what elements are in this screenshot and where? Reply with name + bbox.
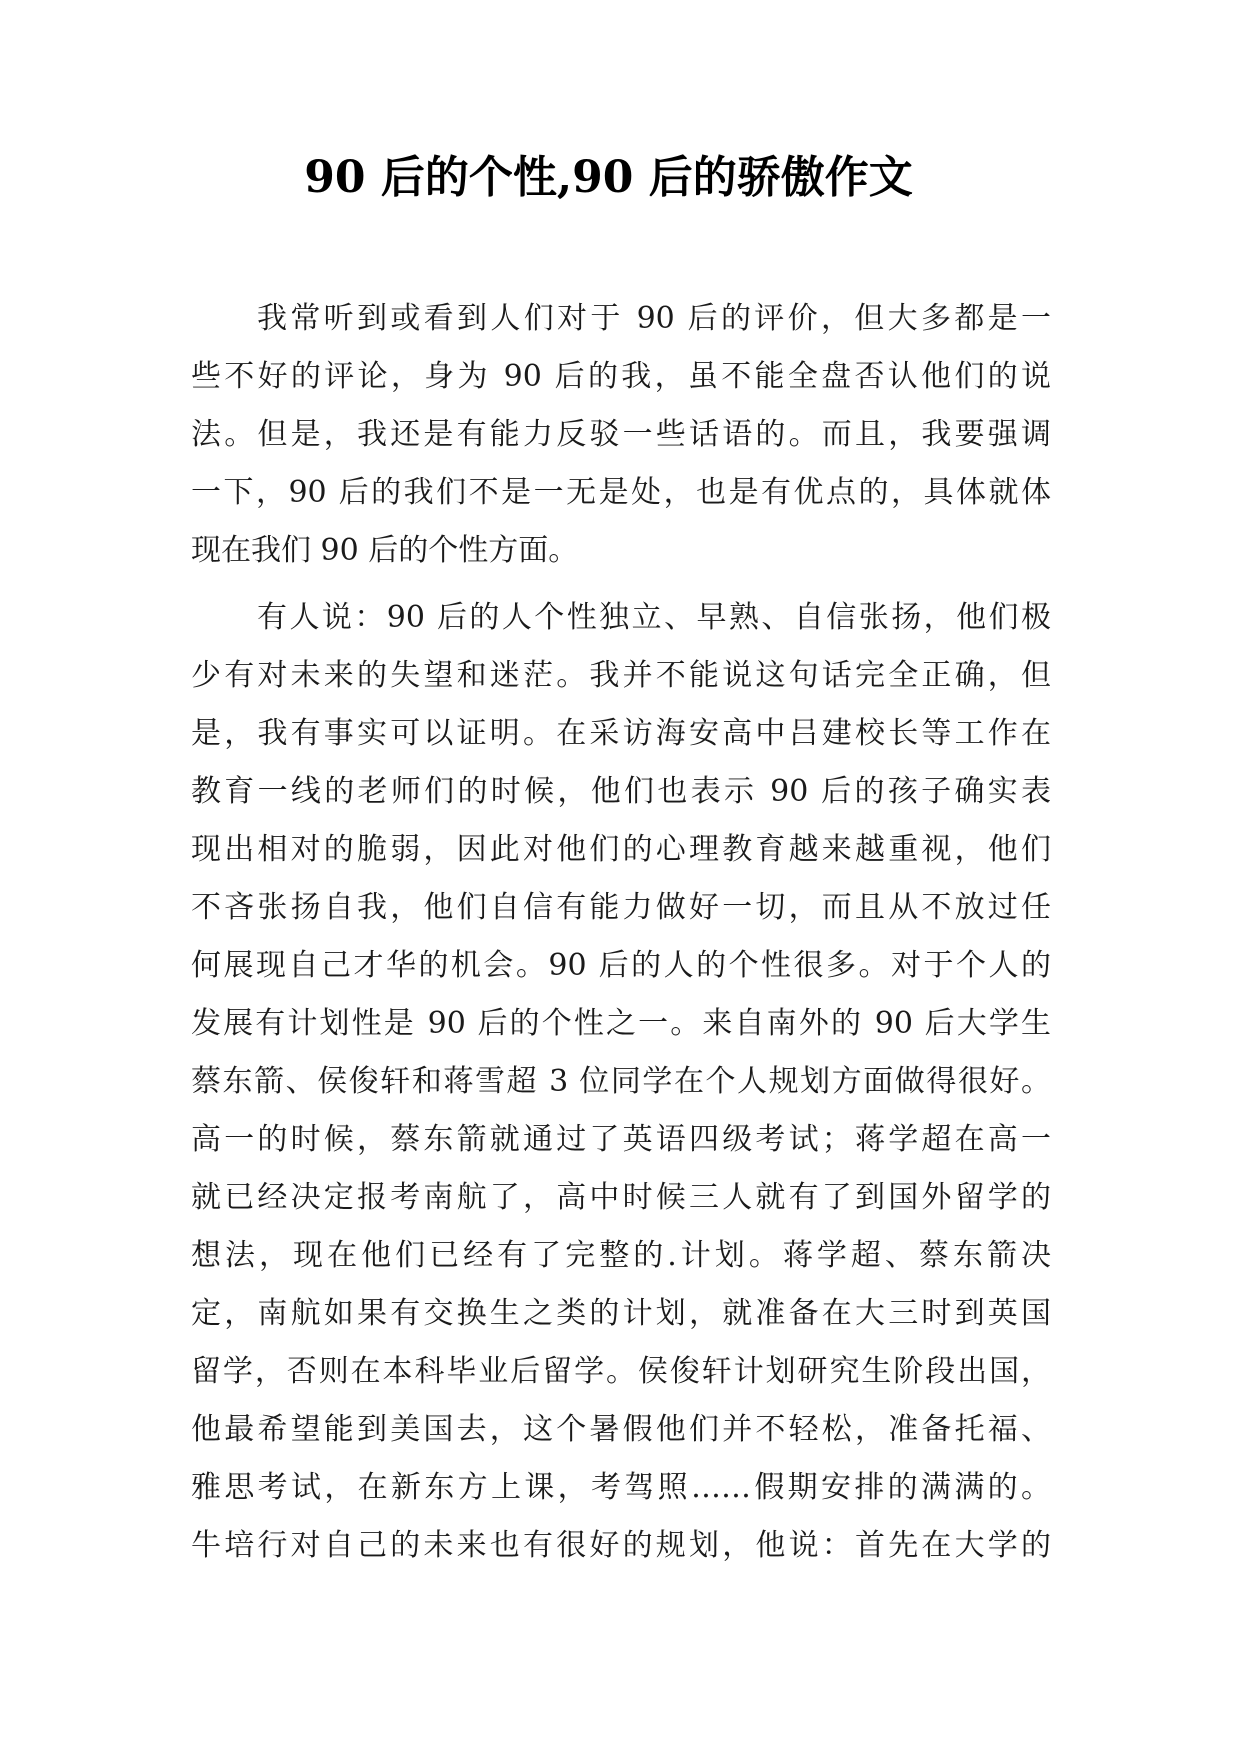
- paragraph-1-line: 一下，90 后的我们不是一无是处，也是有优点的，具体就体: [191, 475, 1051, 510]
- paragraph-2-line: 牛培行对自己的未来也有很好的规划，他说：首先在大学的: [191, 1528, 1051, 1563]
- paragraph-2-line: 何展现自己才华的机会。90 后的人的个性很多。对于个人的: [191, 948, 1051, 983]
- paragraph-2: [191, 589, 1051, 1575]
- paragraph-2-line: 定，南航如果有交换生之类的计划，就准备在大三时到英国: [191, 1296, 1051, 1331]
- paragraph-1-line: 法。但是，我还是有能力反驳一些话语的。而且，我要强调: [191, 417, 1051, 452]
- paragraph-2-line: 少有对未来的失望和迷茫。我并不能说这句话完全正确，但: [191, 658, 1051, 693]
- paragraph-2-line: 有人说：90 后的人个性独立、早熟、自信张扬，他们极: [257, 600, 1051, 635]
- paragraph-2-line: 发展有计划性是 90 后的个性之一。来自南外的 90 后大学生: [191, 1006, 1051, 1041]
- paragraph-2-line: 留学，否则在本科毕业后留学。侯俊轩计划研究生阶段出国，: [191, 1354, 1051, 1389]
- paragraph-2-line: 高一的时候，蔡东箭就通过了英语四级考试；蒋学超在高一: [191, 1122, 1051, 1157]
- paragraph-1-line: 我常听到或看到人们对于 90 后的评价，但大多都是一: [257, 301, 1051, 336]
- paragraph-2-line: 就已经决定报考南航了，高中时候三人就有了到国外留学的: [191, 1180, 1051, 1215]
- paragraph-2-line: 他最希望能到美国去，这个暑假他们并不轻松，准备托福、: [191, 1412, 1051, 1447]
- document-body: [191, 290, 1051, 1575]
- paragraph-2-line: 想法，现在他们已经有了完整的.计划。蒋学超、蔡东箭决: [191, 1238, 1051, 1273]
- paragraph-2-line: 不吝张扬自我，他们自信有能力做好一切，而且从不放过任: [191, 890, 1051, 925]
- paragraph-1-line: 些不好的评论，身为 90 后的我，虽不能全盘否认他们的说: [191, 359, 1051, 394]
- paragraph-2-line: 教育一线的老师们的时候，他们也表示 90 后的孩子确实表: [191, 774, 1051, 809]
- paragraph-1: [191, 290, 1051, 580]
- paragraph-1-line: 现在我们 90 后的个性方面。: [191, 533, 579, 568]
- paragraph-2-line: 蔡东箭、侯俊轩和蒋雪超 3 位同学在个人规划方面做得很好。: [191, 1064, 1051, 1099]
- paragraph-2-line: 是，我有事实可以证明。在采访海安高中吕建校长等工作在: [191, 716, 1051, 751]
- document-title: 90 后的个性,90 后的骄傲作文: [304, 152, 913, 203]
- paragraph-2-line: 现出相对的脆弱，因此对他们的心理教育越来越重视，他们: [191, 832, 1051, 867]
- paragraph-2-line: 雅思考试，在新东方上课，考驾照……假期安排的满满的。: [191, 1470, 1051, 1505]
- paragraph-spacer: [191, 580, 1051, 589]
